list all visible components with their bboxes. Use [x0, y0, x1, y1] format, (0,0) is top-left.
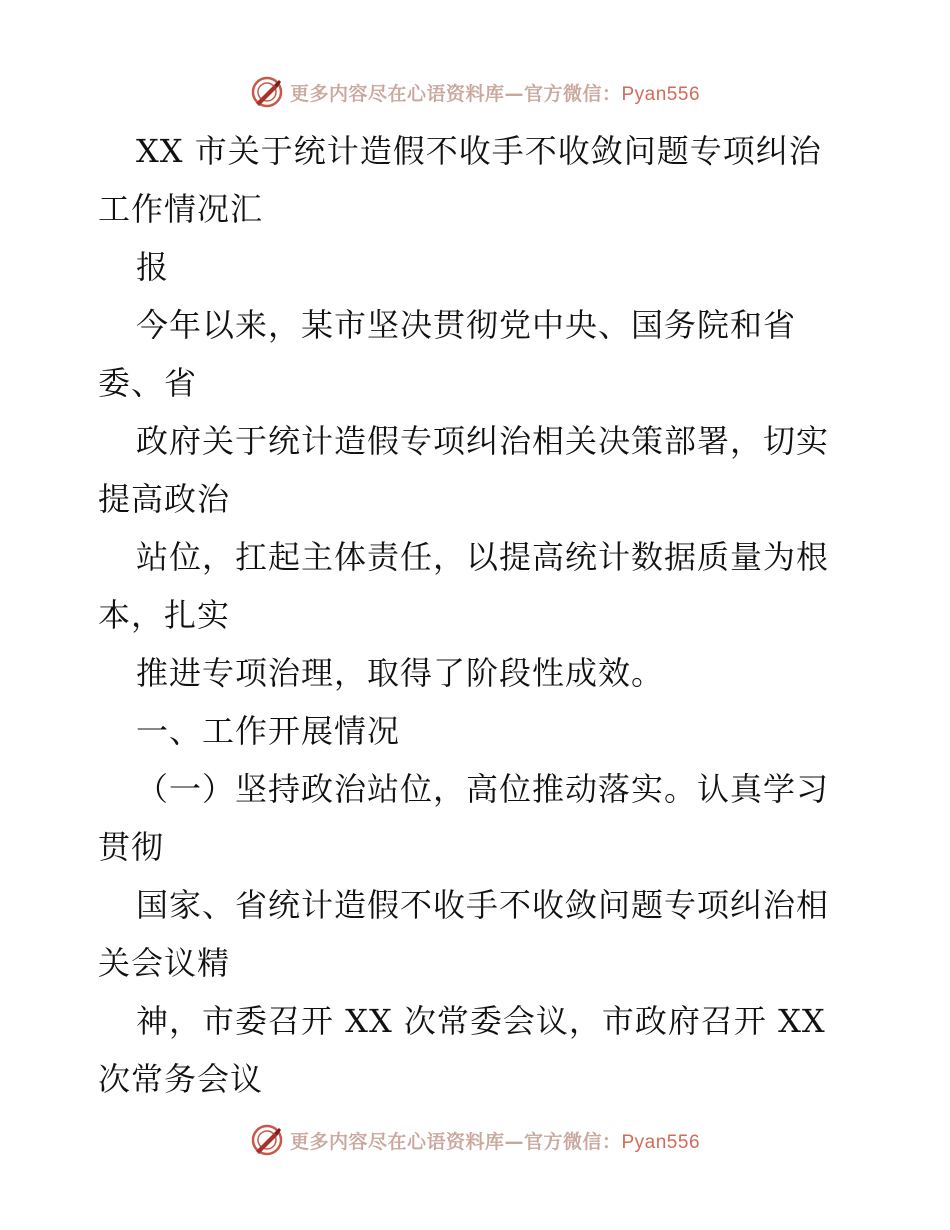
- document-line: 关会议精: [98, 944, 231, 982]
- watermark-text: 更多内容尽在心语资料库—官方微信：Pyan556: [289, 1130, 701, 1153]
- pen-nib-logo-icon: [250, 75, 284, 109]
- document-line: 神，市委召开 XX 次常委会议，市政府召开 XX: [136, 1002, 826, 1040]
- document-line: 委、省: [98, 364, 198, 402]
- document-body: [98, 122, 858, 1108]
- document-line: 国家、省统计造假不收手不收敛问题专项纠治相: [136, 886, 830, 924]
- document-line: 一、工作开展情况: [136, 712, 401, 750]
- document-line: 今年以来，某市坚决贯彻党中央、国务院和省: [136, 306, 797, 344]
- document-line: 报: [136, 248, 170, 286]
- pen-nib-logo-icon: [250, 1123, 284, 1157]
- document-line: 政府关于统计造假专项纠治相关决策部署，切实: [136, 422, 830, 460]
- watermark-header: [0, 72, 950, 112]
- document-line: 推进专项治理，取得了阶段性成效。: [136, 654, 665, 692]
- document-line: 提高政治: [98, 480, 231, 518]
- watermark-text: 更多内容尽在心语资料库—官方微信：Pyan556: [289, 82, 701, 105]
- document-line: XX 市关于统计造假不收手不收敛问题专项纠治: [136, 132, 822, 170]
- document-line: 次常务会议: [98, 1060, 264, 1098]
- document-line: 本，扎实: [98, 596, 231, 634]
- watermark-footer: [0, 1120, 950, 1160]
- document-line: 贯彻: [98, 828, 165, 866]
- document-line: （一）坚持政治站位，高位推动落实。认真学习: [136, 770, 830, 808]
- document-line: 工作情况汇: [98, 190, 264, 228]
- document-line: 站位，扛起主体责任，以提高统计数据质量为根: [136, 538, 830, 576]
